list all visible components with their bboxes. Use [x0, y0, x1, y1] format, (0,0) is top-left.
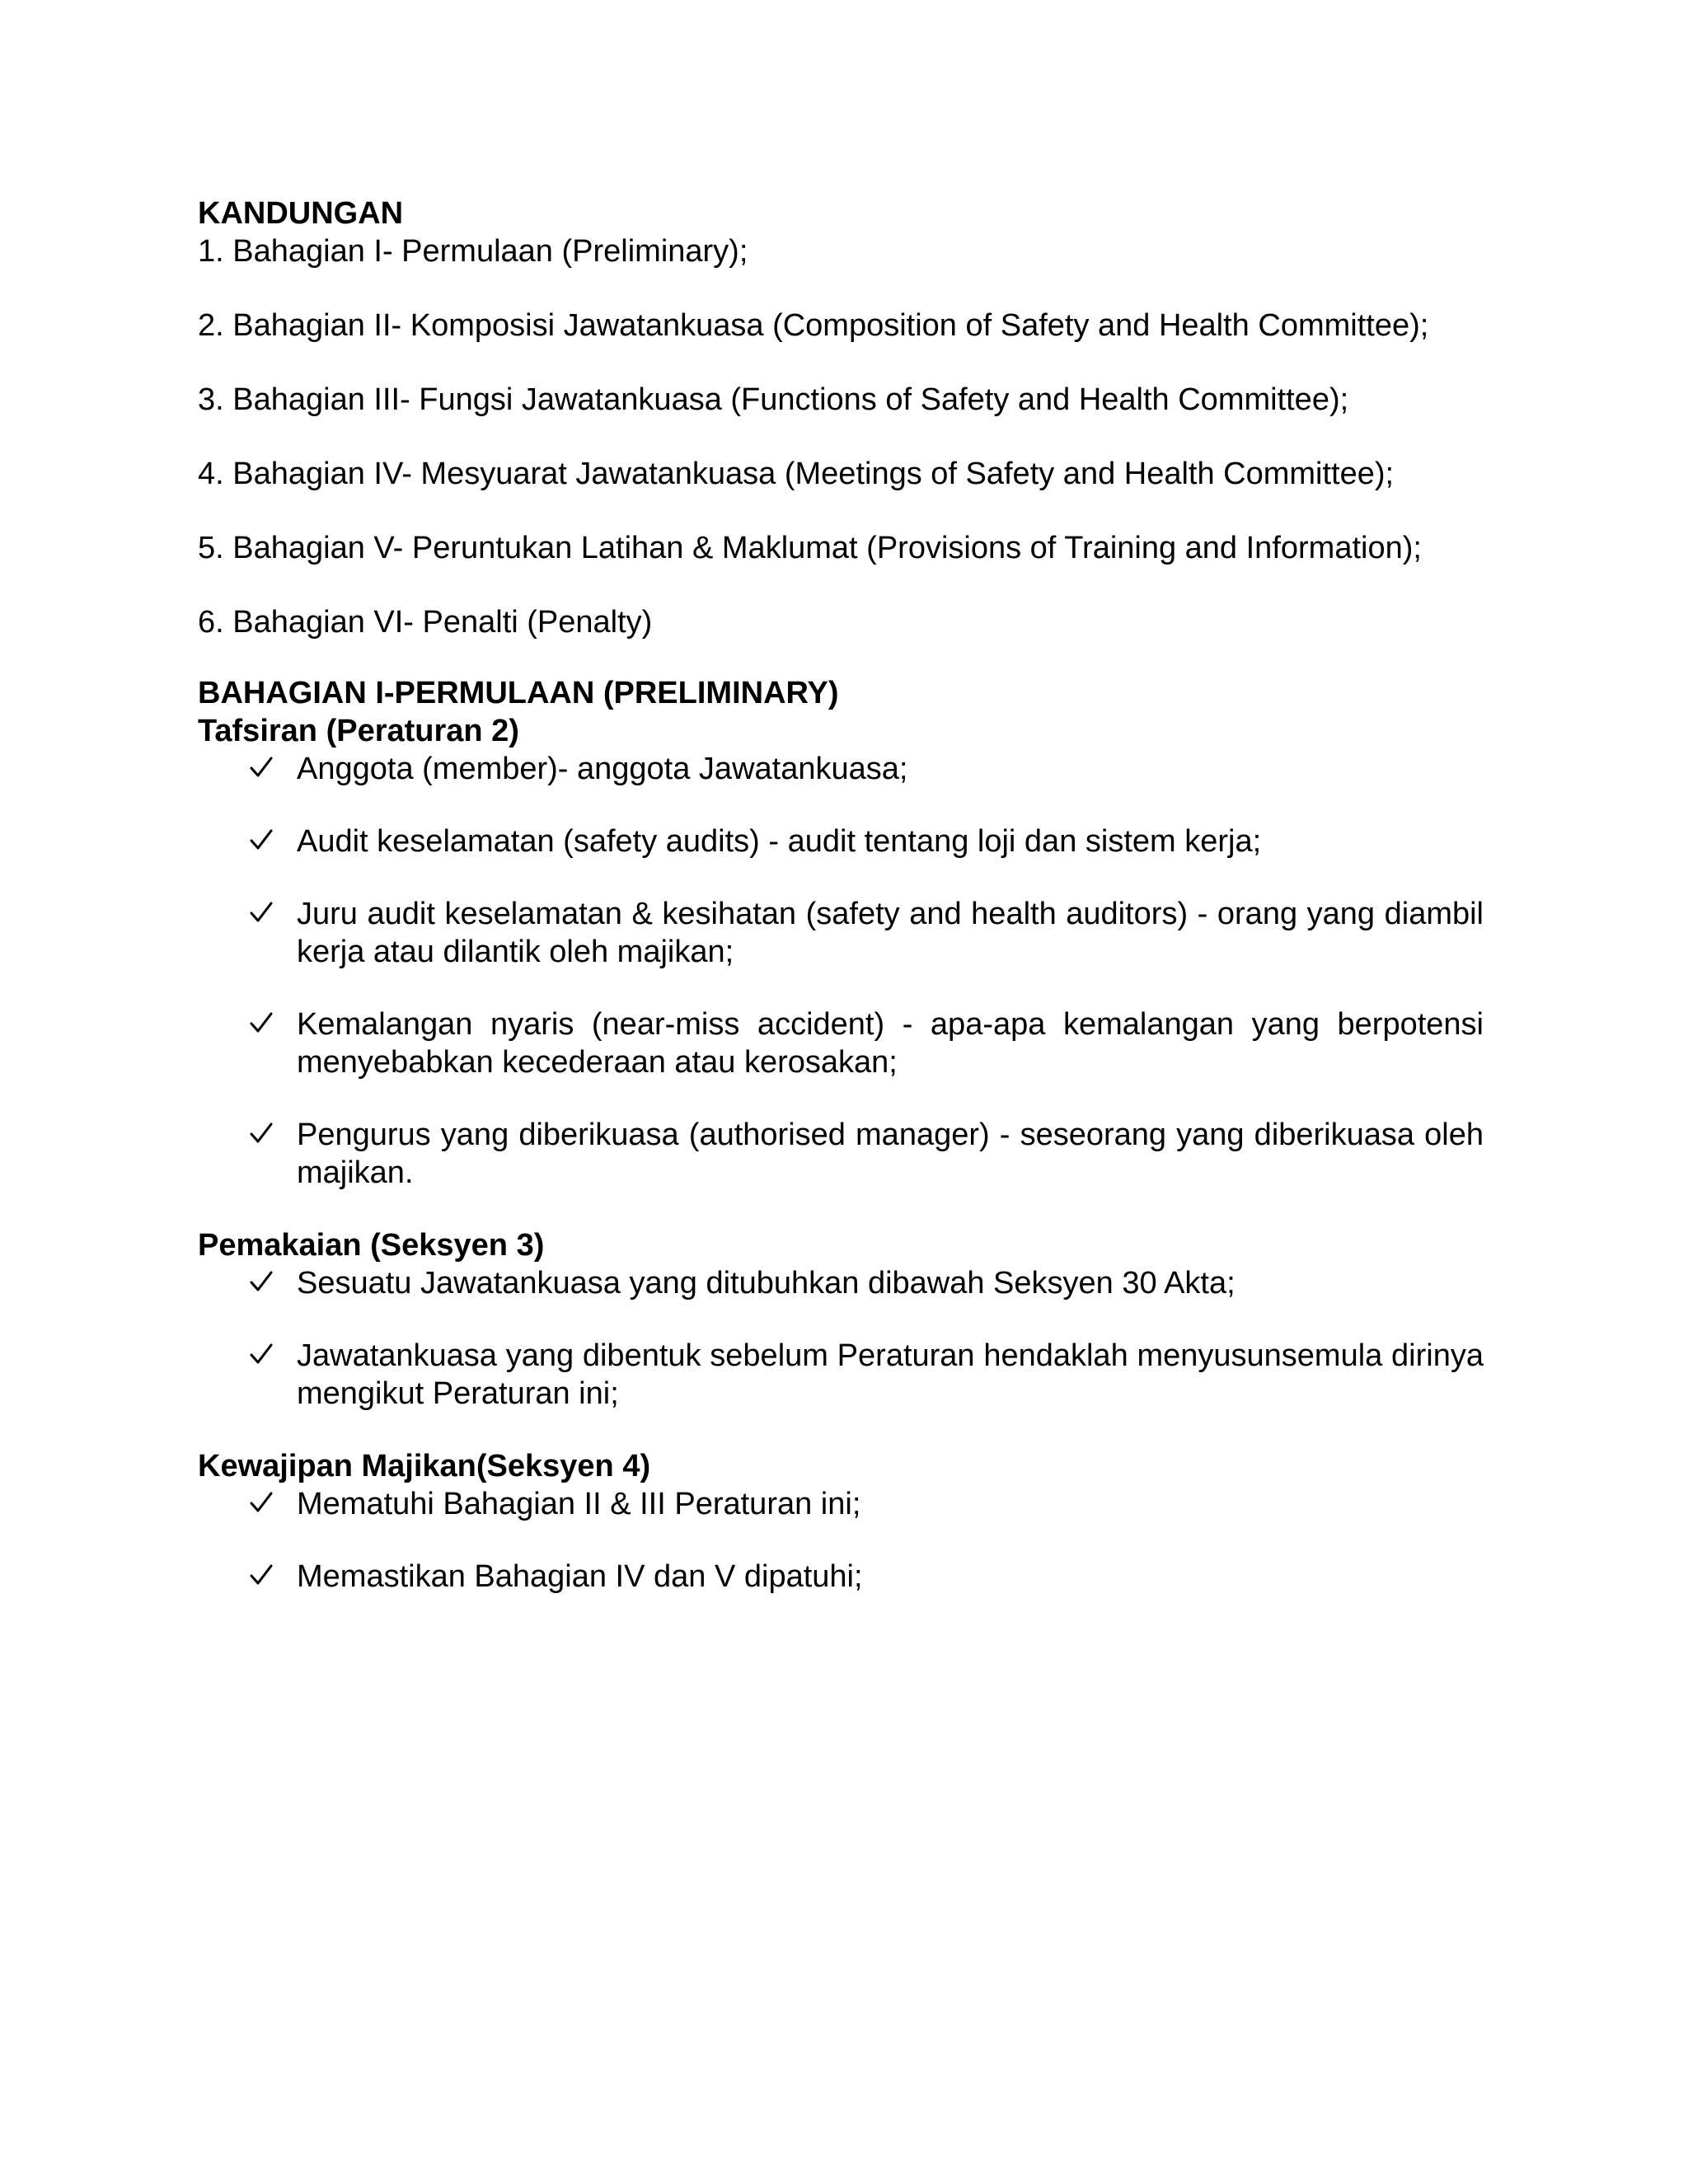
document-content: [198, 194, 1484, 1630]
list-item: [198, 1558, 1484, 1596]
list-item: [198, 1116, 1484, 1192]
check-icon: [249, 827, 274, 852]
section-heading: Kewajipan Majikan(Seksyen 4): [198, 1449, 651, 1483]
list-item-text: Anggota (member)- anggota Jawatankuasa;: [297, 752, 908, 786]
definition-list: [198, 750, 1484, 1192]
list-item: [198, 750, 1484, 788]
list-item-text: Kemalangan nyaris (near-miss accident) - apa-apa kemalangan yang berpotensi menyebabkan kecederaan atau kerosakan;: [297, 1007, 1484, 1080]
tafsiran-section: [198, 712, 1484, 1192]
list-item-text: Mematuhi Bahagian II & III Peraturan ini;: [297, 1487, 861, 1521]
contents-heading: KANDUNGAN: [198, 196, 404, 231]
application-list: [198, 1264, 1484, 1413]
list-item: [198, 1337, 1484, 1413]
check-icon: [249, 755, 274, 780]
check-icon: [249, 1121, 274, 1146]
section-heading: Tafsiran (Peraturan 2): [198, 714, 519, 748]
list-item-text: Audit keselamatan (safety audits) - audit tentang loji dan sistem kerja;: [297, 824, 1262, 859]
contents-item: 4. Bahagian IV- Mesyuarat Jawatankuasa (Meetings of Safety and Health Committee);: [198, 457, 1395, 491]
check-icon: [249, 1490, 274, 1515]
check-icon: [249, 1010, 274, 1035]
list-item: [198, 895, 1484, 971]
contents-item: 1. Bahagian I- Permulaan (Preliminary);: [198, 234, 748, 269]
check-icon: [249, 1269, 274, 1294]
check-icon: [249, 1563, 274, 1587]
pemakaian-section: [198, 1226, 1484, 1413]
list-item-text: Juru audit keselamatan & kesihatan (safety and health auditors) - orang yang diambil kerja atau dilantik oleh majikan;: [297, 897, 1484, 969]
contents-item: 6. Bahagian VI- Penalti (Penalty): [198, 605, 653, 640]
list-item-text: Sesuatu Jawatankuasa yang ditubuhkan dibawah Seksyen 30 Akta;: [297, 1266, 1236, 1301]
list-item-text: Jawatankuasa yang dibentuk sebelum Peraturan hendaklah menyusunsemula dirinya mengikut Peraturan ini;: [297, 1338, 1484, 1411]
list-item-text: Pengurus yang diberikuasa (authorised manager) - seseorang yang diberikuasa oleh majikan.: [297, 1118, 1484, 1190]
section-heading: Pemakaian (Seksyen 3): [198, 1228, 545, 1263]
check-icon: [249, 900, 274, 925]
contents-item: 3. Bahagian III- Fungsi Jawatankuasa (Functions of Safety and Health Committee);: [198, 382, 1349, 417]
list-item-text: Memastikan Bahagian IV dan V dipatuhi;: [297, 1559, 863, 1594]
contents-item: 5. Bahagian V- Peruntukan Latihan & Maklumat (Provisions of Training and Information);: [198, 531, 1422, 565]
part-heading: BAHAGIAN I-PERMULAAN (PRELIMINARY): [198, 676, 839, 710]
kewajipan-section: [198, 1447, 1484, 1596]
list-item: [198, 1485, 1484, 1523]
check-icon: [249, 1342, 274, 1366]
contents-item: 2. Bahagian II- Komposisi Jawatankuasa (Composition of Safety and Health Committee);: [198, 308, 1429, 343]
list-item: [198, 1005, 1484, 1081]
list-item: [198, 1264, 1484, 1302]
duties-list: [198, 1485, 1484, 1596]
list-item: [198, 823, 1484, 860]
